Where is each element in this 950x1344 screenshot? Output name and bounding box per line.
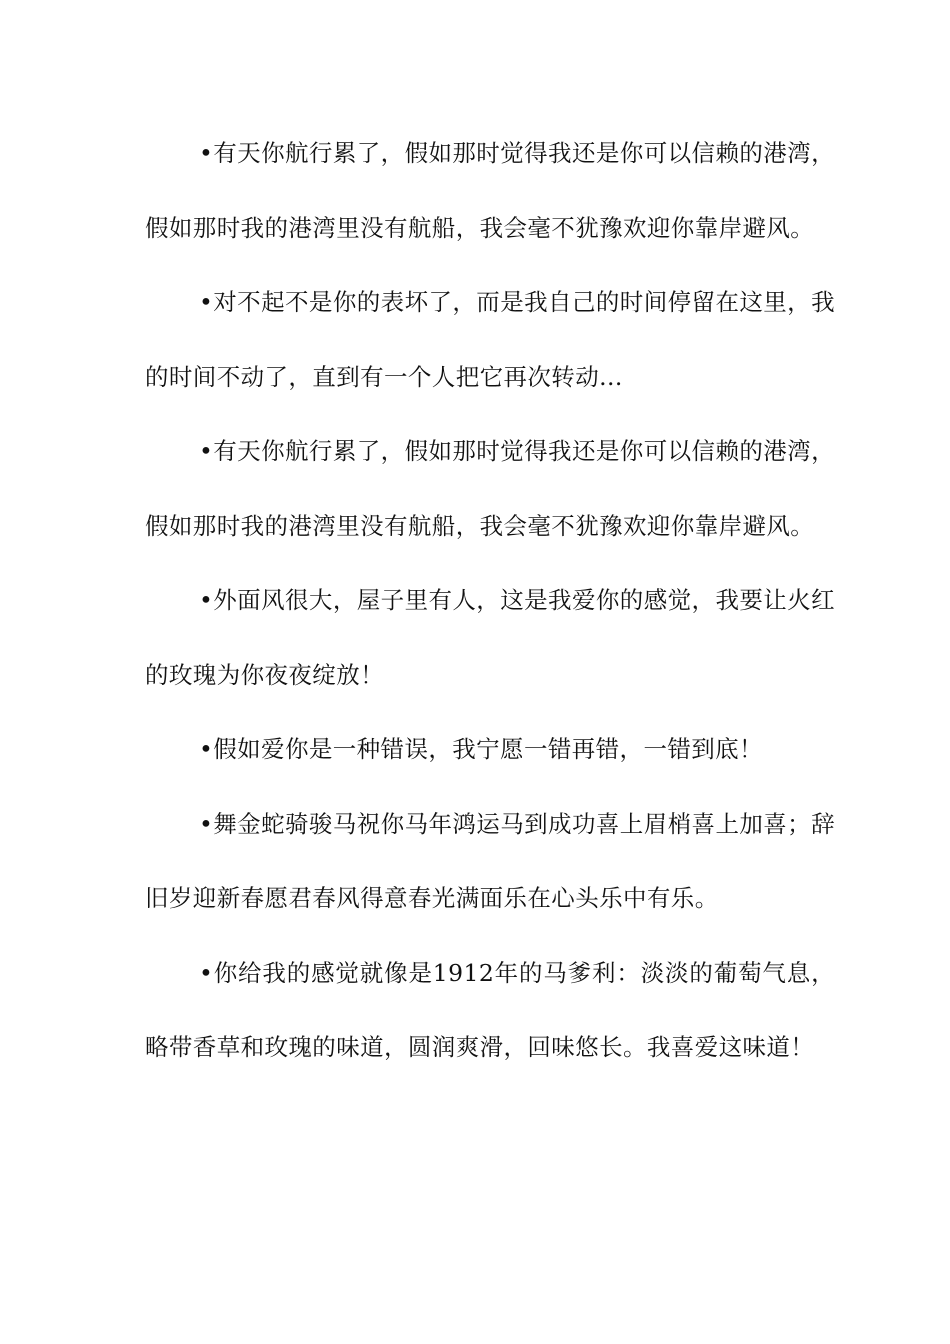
paragraph-6: •舞金蛇骑骏马祝你马年鸿运马到成功喜上眉梢喜上加喜；辞旧岁迎新春愿君春风得意春光满面乐在心头乐中有乐。 [145, 809, 835, 912]
paragraph-1: •有天你航行累了，假如那时觉得我还是你可以信赖的港湾，假如那时我的港湾里没有航船，我会毫不犹豫欢迎你靠岸避风。 [145, 139, 835, 242]
paragraph-7: •你给我的感觉就像是1912年的马爹利：淡淡的葡萄气息，略带香草和玫瑰的味道，圆润爽滑，回味悠长。我喜爱这味道！ [145, 958, 835, 1061]
paragraph-2: •对不起不是你的表坏了，而是我自己的时间停留在这里，我的时间不动了，直到有一个人把它再次转动... [145, 288, 835, 391]
document-body [145, 116, 835, 1085]
paragraph-3: •有天你航行累了，假如那时觉得我还是你可以信赖的港湾，假如那时我的港湾里没有航船，我会毫不犹豫欢迎你靠岸避风。 [145, 437, 835, 540]
paragraph-4: •外面风很大，屋子里有人，这是我爱你的感觉，我要让火红的玫瑰为你夜夜绽放！ [145, 586, 835, 689]
paragraph-5: •假如爱你是一种错误，我宁愿一错再错，一错到底！ [199, 735, 763, 763]
